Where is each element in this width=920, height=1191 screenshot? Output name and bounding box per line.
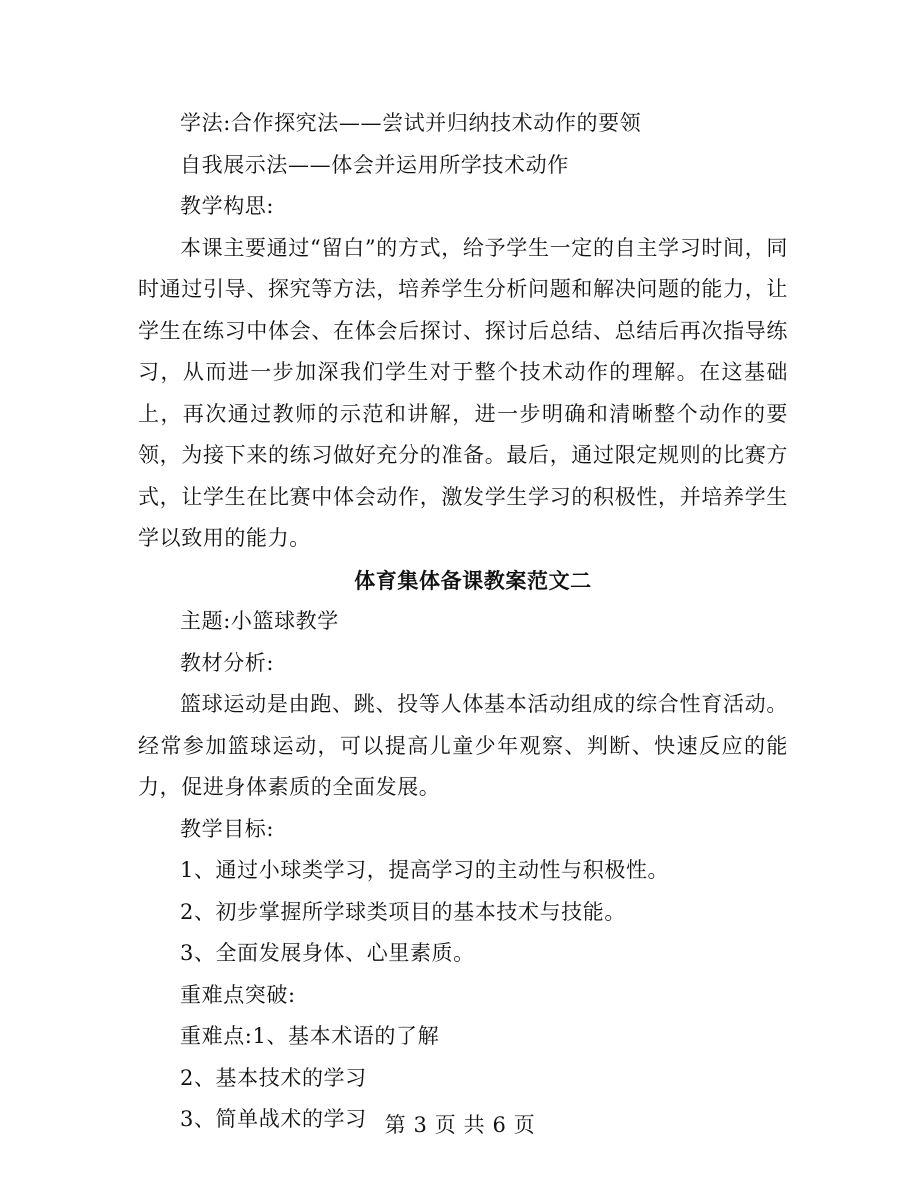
teaching-concept-heading: 教学构思: — [180, 194, 275, 218]
document-body — [138, 103, 788, 1141]
teaching-goals-heading: 教学目标: — [180, 816, 275, 841]
key-point-item: 3、简单战术的学习 — [180, 1107, 367, 1131]
teaching-concept-paragraph: 本课主要通过“留白”的方式，给予学生一定的自主学习时间，同时通过引导、探究等方法，培养学生分析问题和解决问题的能力，让学生在练习中体会、在体会后探讨、探讨后总结、总结后再次指导练习，从而进一步加深我们学生对于整个技术动作的理解。在这基础上，再次通过教师的示范和讲解，进一步明确和清晰整个动作的要领，为接下来的练习做好充分的准备。最后，通过限定规则的比赛方式，让学生在比赛中体会动作，激发学生学习的积极性，并培养学生学以致用的能力。 — [138, 235, 788, 550]
topic-line: 主题:小篮球教学 — [180, 609, 339, 633]
key-points-heading: 重难点突破: — [180, 982, 296, 1007]
section-title: 体育集体备课教案范文二 — [354, 567, 592, 593]
material-analysis-heading: 教材分析: — [180, 650, 275, 675]
study-method-line: 学法:合作探究法——尝试并归纳技术动作的要领 — [180, 111, 642, 135]
self-display-line: 自我展示法——体会并运用所学技术动作 — [180, 152, 569, 177]
key-point-item: 2、基本技术的学习 — [180, 1065, 367, 1090]
page-number-footer: 第 3 页 共 6 页 — [384, 1113, 536, 1137]
material-analysis-paragraph: 篮球运动是由跑、跳、投等人体基本活动组成的综合性育活动。经常参加篮球运动，可以提高儿童少年观察、判断、快速反应的能力，促进身体素质的全面发展。 — [138, 692, 788, 799]
teaching-goal-item: 1、通过小球类学习，提高学习的主动性与积极性。 — [180, 858, 670, 882]
key-point-item: 重难点:1、基本术语的了解 — [180, 1024, 440, 1048]
teaching-goal-item: 2、初步掌握所学球类项目的基本技术与技能。 — [180, 899, 626, 924]
teaching-goal-item: 3、全面发展身体、心里素质。 — [180, 941, 475, 965]
